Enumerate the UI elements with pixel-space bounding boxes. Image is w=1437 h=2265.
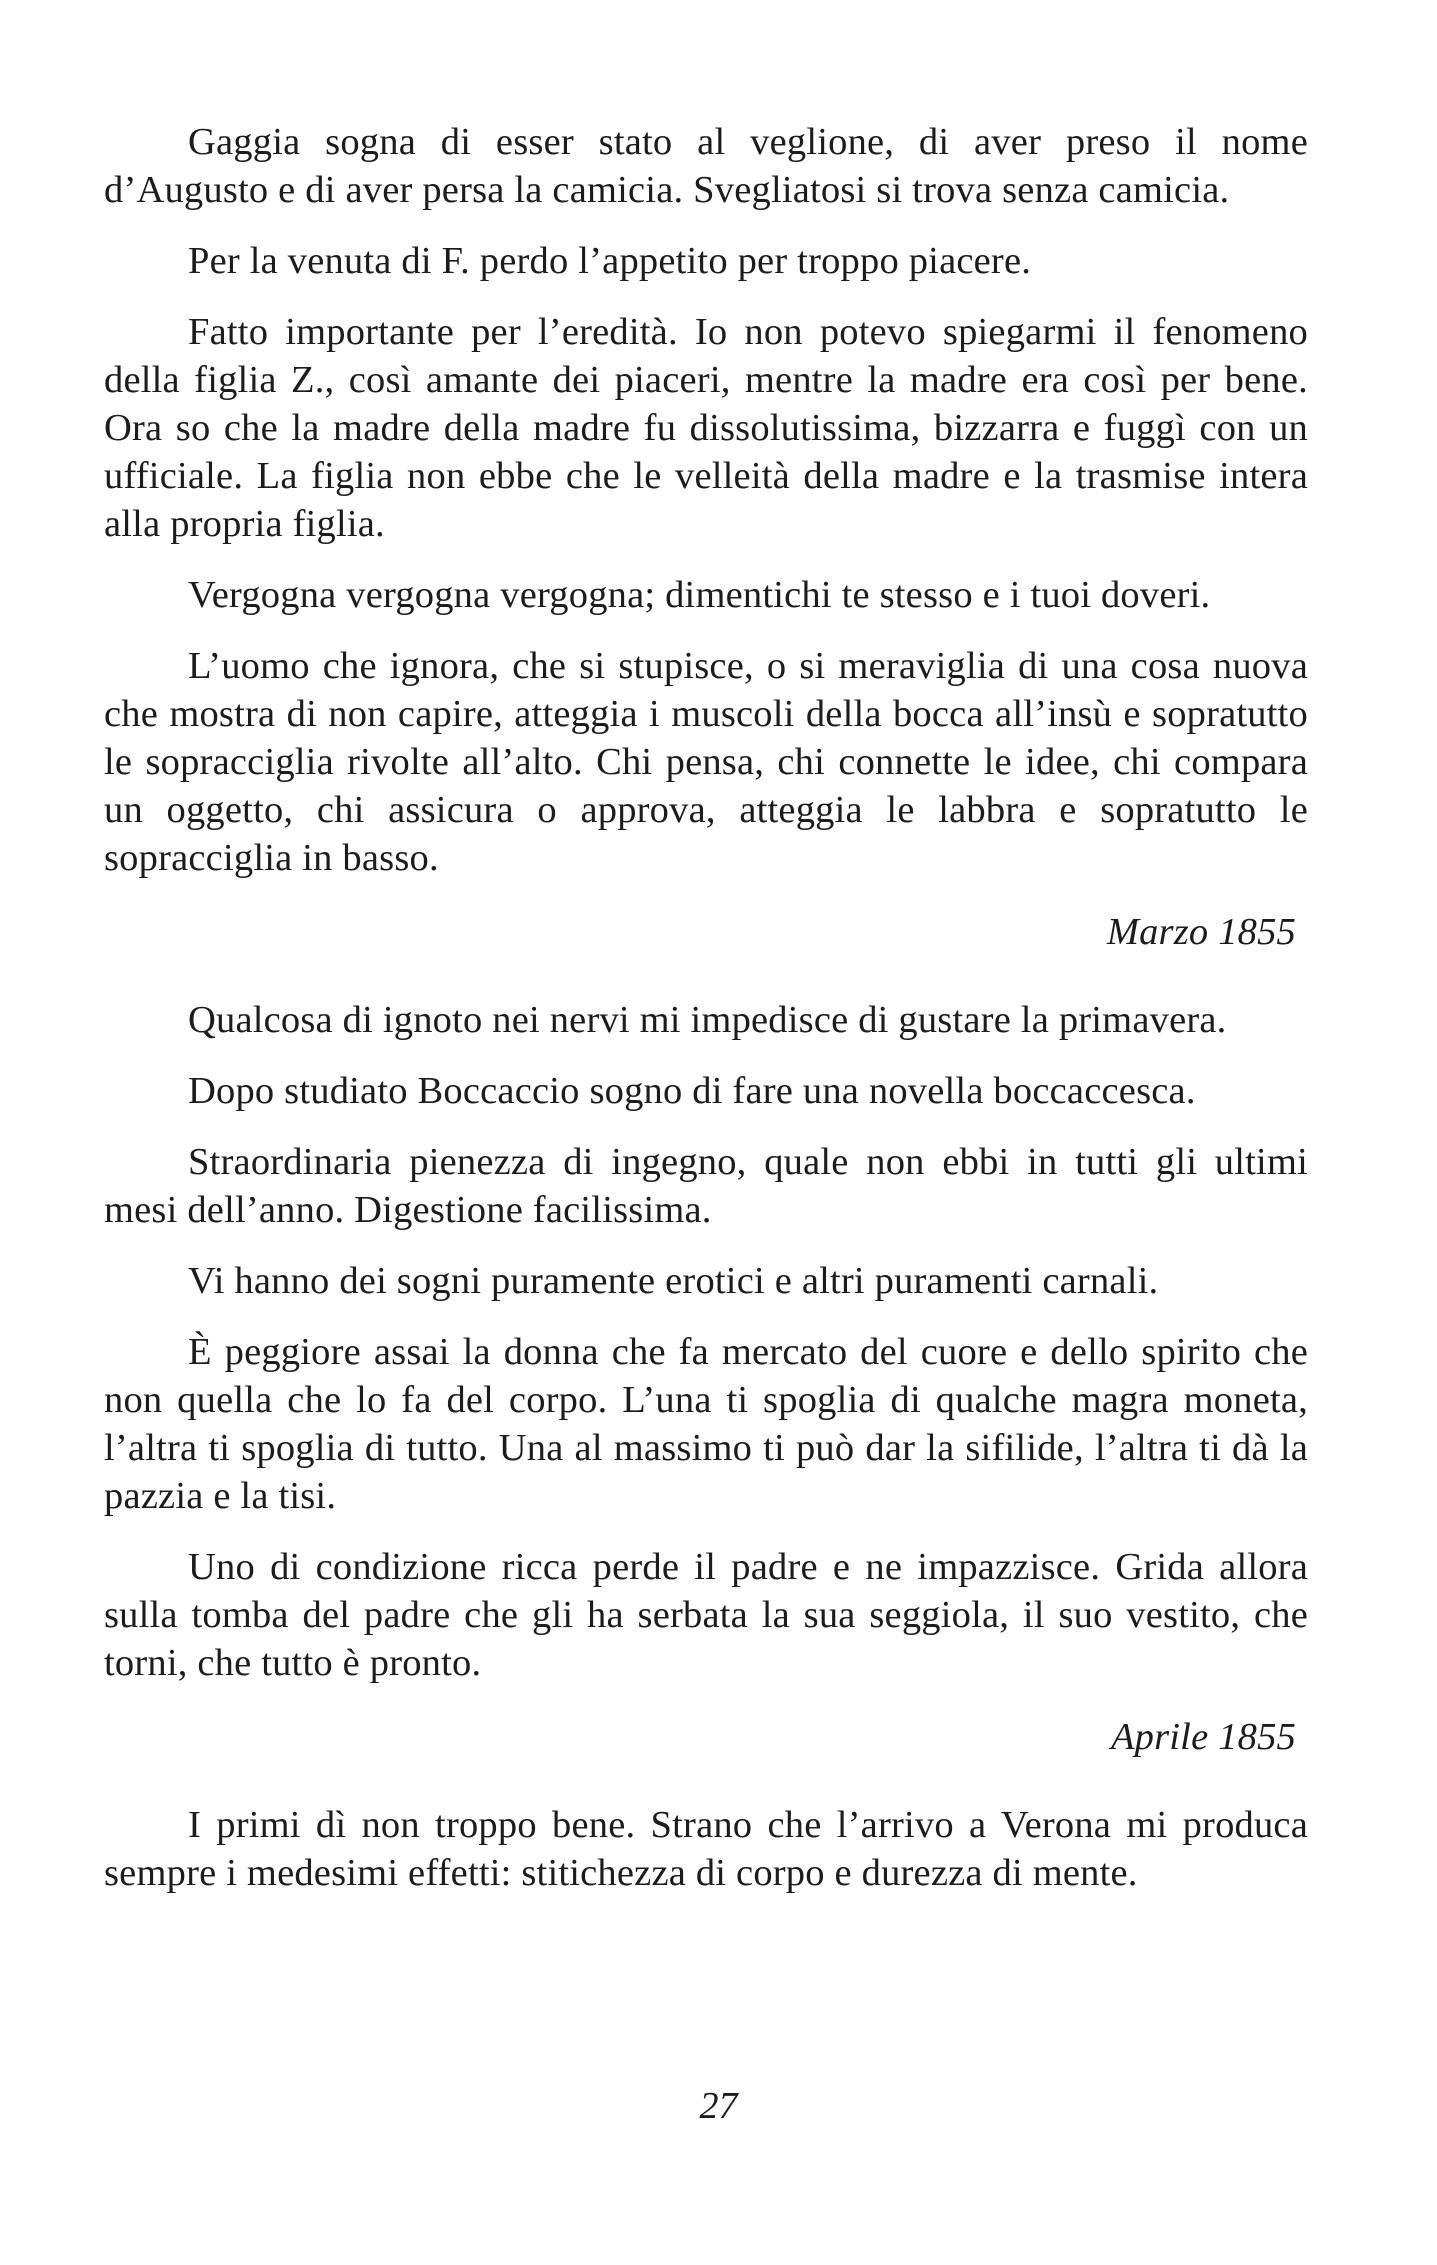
paragraph: Uno di condizione ricca perde il padre e ne impazzisce. Grida allora sulla tomba del padre che gli ha serbata la sua seggiola, il suo vestito, che torni, che tutto è pronto. [104, 1546, 1308, 1684]
paragraph: L’uomo che ignora, che si stupisce, o si meraviglia di una cosa nuova che mostra di non capire, atteggia i muscoli della bocca all’insù e sopratutto le sopracciglia rivolte all’alto. Chi pensa, chi connette le idee, chi compara un oggetto, chi assicura o approva, atteggia le labbra e sopratutto le sopracciglia in basso. [104, 645, 1308, 879]
paragraph: Vi hanno dei sogni puramente erotici e altri puramenti carnali. [188, 1260, 1159, 1302]
paragraph: Fatto importante per l’eredità. Io non potevo spiegarmi il fenomeno della figlia Z., così amante dei piaceri, mentre la madre era così per bene. Ora so che la madre della madre fu dissolutissima, bizzarra e fuggì con un ufficiale. La figlia non ebbe che le velleità della madre e la trasmise intera alla propria figlia. [104, 311, 1308, 545]
page-body [104, 118, 1308, 1920]
page-number: 27 [699, 2085, 738, 2127]
paragraph: I primi dì non troppo bene. Strano che l’arrivo a Verona mi produca sempre i medesimi effetti: stitichezza di corpo e durezza di mente. [104, 1804, 1308, 1894]
paragraph: Straordinaria pienezza di ingegno, quale non ebbi in tutti gli ultimi mesi dell’anno. Digestione facilissima. [104, 1141, 1308, 1231]
paragraph: È peggiore assai la donna che fa mercato del cuore e dello spirito che non quella che lo fa del corpo. L’una ti spoglia di qualche magra moneta, l’altra ti spoglia di tutto. Una al massimo ti può dar la sifilide, l’altra ti dà la pazzia e la tisi. [104, 1331, 1308, 1517]
paragraph: Gaggia sogna di esser stato al veglione, di aver preso il nome d’Augusto e di aver persa la camicia. Svegliatosi si trova senza camicia. [104, 121, 1308, 211]
date-heading-april: Aprile 1855 [1110, 1716, 1296, 1758]
date-heading-march: Marzo 1855 [1106, 911, 1296, 953]
paragraph: Vergogna vergogna vergogna; dimentichi te stesso e i tuoi doveri. [188, 574, 1211, 616]
paragraph: Qualcosa di ignoto nei nervi mi impedisce di gustare la primavera. [188, 999, 1227, 1041]
paragraph: Dopo studiato Boccaccio sogno di fare una novella boccaccesca. [188, 1070, 1196, 1112]
paragraph: Per la venuta di F. perdo l’appetito per troppo piacere. [188, 240, 1032, 282]
